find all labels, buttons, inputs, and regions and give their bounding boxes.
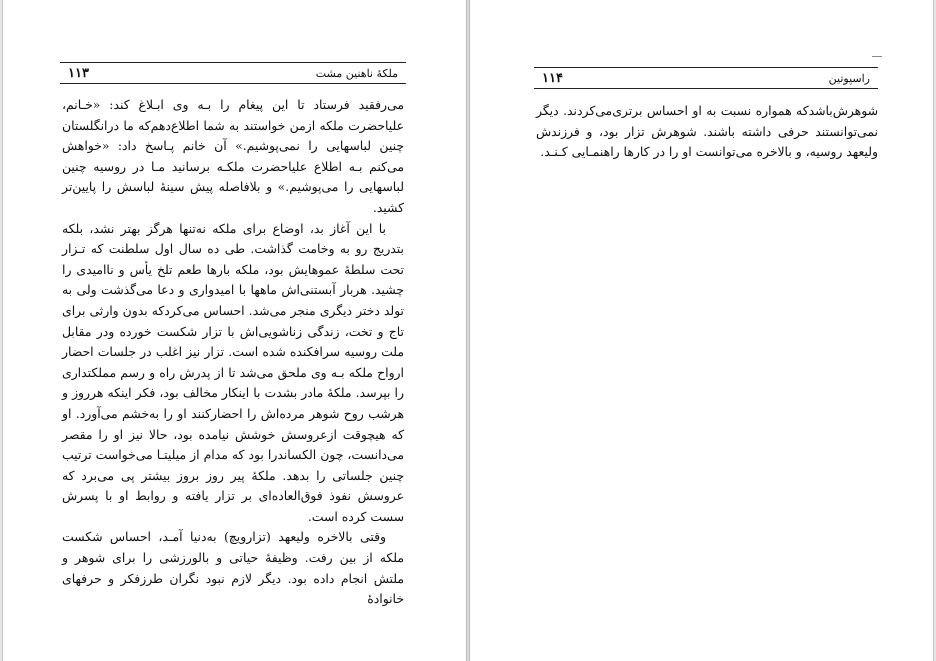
paragraph: شوهرش‌باشدکه همواره نسبت به او احساس برتری‌می‌کردند. دیگر نمی‌توانستند حرفی داشته باشند. شوهرش تزار بود، و فرزندش ولیعهد روسیه، و بالاخره می‌توانست او را در کارها راهنمـایی کـنـد. [536,103,878,160]
paragraph: با این آغاز بد، اوضاع برای ملکه نه‌تنها هرگز بهتر نشد، بلکه بتدریج رو به وخامت گذاشت. طی ده سال اول سلطنت که تـزار تحت سلطهٔ عموهایش بود، ملکه بارها طعم تلخ یأس و ناامیدی را چشید. هربار آبستنی‌اش ماهها با امیدواری و دعا می‌گذشت ولی به تولد دختر دیگری منجر می‌شد. احساس می‌کرد‌که بدون وارثی برای تاج و تخت، زندگی زناشویی‌اش با تزار شکست خورده ودر مقابل ملت روسیه سرافکنده شده است. تزار نیز اغلب در جلسات احضار ارواح ملکه بـه وی ملحق می‌شد تا از پدرش راه و رسم مملکتداری را بپرسد. ملکهٔ مادر بشدت با اینکار مخالف بود، فکر اینکه هرروز و هرشب روح شوهر مرده‌اش را احضارکنند او را به‌خشم می‌آورد. او که هیچوقت ازعروسش خوشش نیامده بود، حالا نیز او را مقصر می‌دانست، چون الکساندرا بود که مدام از میلیتـا می‌خواست ترتیب چنین جلساتی را بدهد. ملکهٔ پیر روز بروز بیشتر پی می‌برد که عروسش نفوذ فوق‌العاده‌ای بر تزار یافته و روابط او با پسرش سست کرده است. [62,220,404,524]
right-page [470,0,936,661]
running-title: ملکهٔ ناهنین مشت [315,66,398,80]
right-page-body [536,101,878,163]
left-page-body [62,95,404,610]
page-number: ۱۱۴ [542,70,563,86]
left-page-edge [0,0,3,661]
paragraph: می‌رفقید فرستاد تا این پیغام را بـه وی ابـلاغ کند: «خـانم، علیاحضرت ملکه ازمن خواستند به شما اطلاع‌دهم‌که ما درانگلستان چنین لباسهایی را نمی‌پوشیم.» آن خانم پـاسخ داد: «خواهش می‌کنم بـه اطلاع علیاحضرت ملکـه برسانید مـا در روسیه چنین لباسهایی را می‌پوشیم.» و بلافاصله پیش سینهٔ لباسش را پایین‌تر کشید. [62,97,404,215]
right-page-header [534,67,878,89]
left-page-header [60,62,406,84]
page-number: ۱۱۳ [68,65,89,81]
page-corner-mark [872,56,882,57]
left-page [0,0,466,661]
paragraph: وقتی بالاخره ولیعهد (تزارویچ) به‌دنیا آمـد، احساس شکست ملکه از بین رفت. وظیفهٔ حیاتی و بالورزشی را برای شوهر و ملتش انجام داده بود. دیگر لازم نبود نگران طرزفکر و حرفهای خانوادهٔ [62,529,404,607]
running-title: راسپوتین [828,71,870,85]
